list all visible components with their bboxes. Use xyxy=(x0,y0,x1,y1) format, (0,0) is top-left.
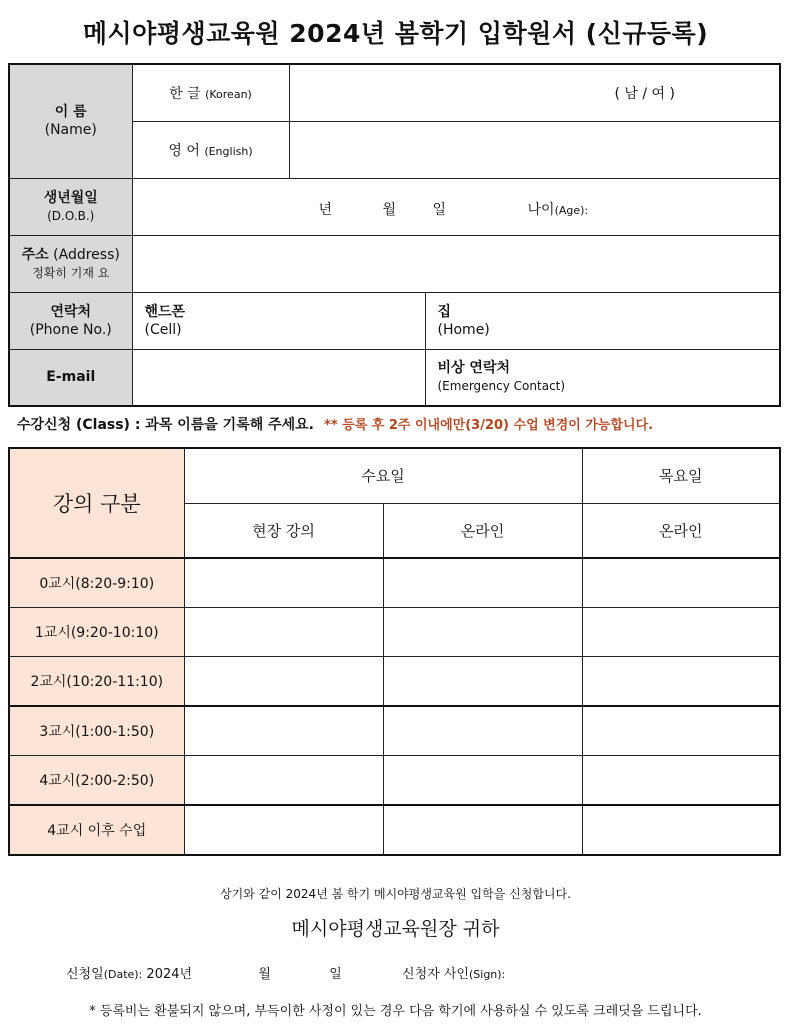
name-label-en: (Name) xyxy=(44,122,97,139)
form-title: 메시야평생교육원 2024년 봄학기 입학원서 (신규등록) xyxy=(82,19,709,48)
thu-online-cell[interactable] xyxy=(582,805,780,855)
email-label-text: E-mail xyxy=(46,369,96,386)
date-month-label: 월 xyxy=(258,967,271,982)
english-label-ko: 영 어 xyxy=(168,142,200,159)
age-label-en: (Age): xyxy=(554,203,589,217)
thu-online-cell[interactable] xyxy=(582,657,780,707)
korean-name-field[interactable] xyxy=(289,64,780,121)
wed-offline-cell[interactable] xyxy=(184,756,383,806)
thu-online-cell[interactable] xyxy=(582,608,780,657)
change-deadline-warning: ** 등록 후 2주 이내에만(3/20) 수업 변경이 가능합니다. xyxy=(324,418,654,433)
dob-label-ko: 생년월일 xyxy=(43,189,98,206)
wed-online-header: 온라인 xyxy=(383,503,582,558)
date-year: 2024년 xyxy=(146,967,193,982)
dob-day-label: 일 xyxy=(432,201,447,218)
addressee: 메시야평생교육원장 귀하 xyxy=(291,918,500,940)
period-label: 2교시(10:20-11:10) xyxy=(9,657,184,707)
wed-offline-cell[interactable] xyxy=(184,657,383,707)
period-label: 1교시(9:20-10:10) xyxy=(9,608,184,657)
cell-phone-field[interactable] xyxy=(132,292,425,349)
schedule-table xyxy=(8,447,781,856)
phone-label-en: (Phone No.) xyxy=(29,321,112,338)
emergency-contact-field[interactable] xyxy=(425,349,780,406)
dob-month-label: 월 xyxy=(382,201,397,218)
wednesday-header: 수요일 xyxy=(184,448,582,503)
wed-online-cell[interactable] xyxy=(383,756,582,806)
korean-label-en: (Korean) xyxy=(205,87,252,101)
age-label-ko: 나이 xyxy=(527,201,555,218)
email-field[interactable] xyxy=(132,349,425,406)
english-name-field[interactable] xyxy=(289,121,780,178)
dob-label-en: (D.O.B.) xyxy=(47,208,95,223)
wed-online-cell[interactable] xyxy=(383,608,582,657)
gender-options[interactable]: ( 남 / 여 ) xyxy=(614,85,675,102)
date-day-label: 일 xyxy=(329,967,342,982)
sign-label-ko: 신청자 사인 xyxy=(402,967,469,982)
wed-offline-cell[interactable] xyxy=(184,805,383,855)
wed-offline-header: 현장 강의 xyxy=(184,503,383,558)
application-statement: 상기와 같이 2024년 봄 학기 메시야평생교육원 입학을 신청합니다. xyxy=(220,887,571,901)
wed-online-cell[interactable] xyxy=(383,805,582,855)
emergency-label-ko: 비상 연락처 xyxy=(437,360,510,377)
address-note: 정확히 기재 요 xyxy=(32,265,110,280)
sign-label-en: (Sign): xyxy=(468,968,506,981)
thursday-header: 목요일 xyxy=(582,448,780,503)
thu-online-cell[interactable] xyxy=(582,558,780,608)
wed-online-cell[interactable] xyxy=(383,558,582,608)
thu-online-cell[interactable] xyxy=(582,756,780,806)
refund-note: * 등록비는 환불되지 않으며, 부득이한 사정이 있는 경우 다음 학기에 사용하실 수 있도록 크레딧을 드립니다. xyxy=(89,1004,702,1019)
address-label-en: (Address) xyxy=(53,246,120,263)
address-label xyxy=(9,235,132,292)
phone-label xyxy=(9,292,132,349)
address-label-ko: 주소 xyxy=(21,246,49,263)
wed-offline-cell[interactable] xyxy=(184,558,383,608)
class-instruction: 수강신청 (Class) : 과목 이름을 기록해 주세요. xyxy=(17,417,315,433)
cell-label-ko: 핸드폰 xyxy=(144,303,186,320)
address-field[interactable] xyxy=(132,235,780,292)
dob-label xyxy=(9,178,132,235)
period-label: 3교시(1:00-1:50) xyxy=(9,706,184,756)
class-notice xyxy=(17,414,653,434)
home-label-en: (Home) xyxy=(437,321,490,338)
wed-offline-cell[interactable] xyxy=(184,706,383,756)
schedule-corner: 강의 구분 xyxy=(9,448,184,558)
home-label-ko: 집 xyxy=(437,303,452,320)
period-label: 0교시(8:20-9:10) xyxy=(9,558,184,608)
home-phone-field[interactable] xyxy=(425,292,780,349)
email-label xyxy=(9,349,132,406)
name-label xyxy=(9,64,132,178)
english-label-en: (English) xyxy=(204,144,253,158)
dob-year-label: 년 xyxy=(318,201,333,218)
applicant-info-table xyxy=(8,63,781,407)
dob-field[interactable] xyxy=(132,178,780,235)
english-name-label xyxy=(132,121,289,178)
korean-name-label xyxy=(132,64,289,121)
thu-online-cell[interactable] xyxy=(582,706,780,756)
emergency-label-en: (Emergency Contact) xyxy=(437,379,566,394)
thu-online-header: 온라인 xyxy=(582,503,780,558)
period-label: 4교시 이후 수업 xyxy=(9,805,184,855)
date-sign-line xyxy=(66,963,505,982)
date-label-en: (Date): xyxy=(103,968,143,981)
cell-label-en: (Cell) xyxy=(144,321,182,338)
period-label: 4교시(2:00-2:50) xyxy=(9,756,184,806)
wed-online-cell[interactable] xyxy=(383,706,582,756)
korean-label-ko: 한 글 xyxy=(169,85,201,102)
wed-offline-cell[interactable] xyxy=(184,608,383,657)
phone-label-ko: 연락처 xyxy=(50,303,92,320)
wed-online-cell[interactable] xyxy=(383,657,582,707)
name-label-ko: 이 름 xyxy=(54,104,87,121)
date-label-ko: 신청일 xyxy=(66,967,104,982)
